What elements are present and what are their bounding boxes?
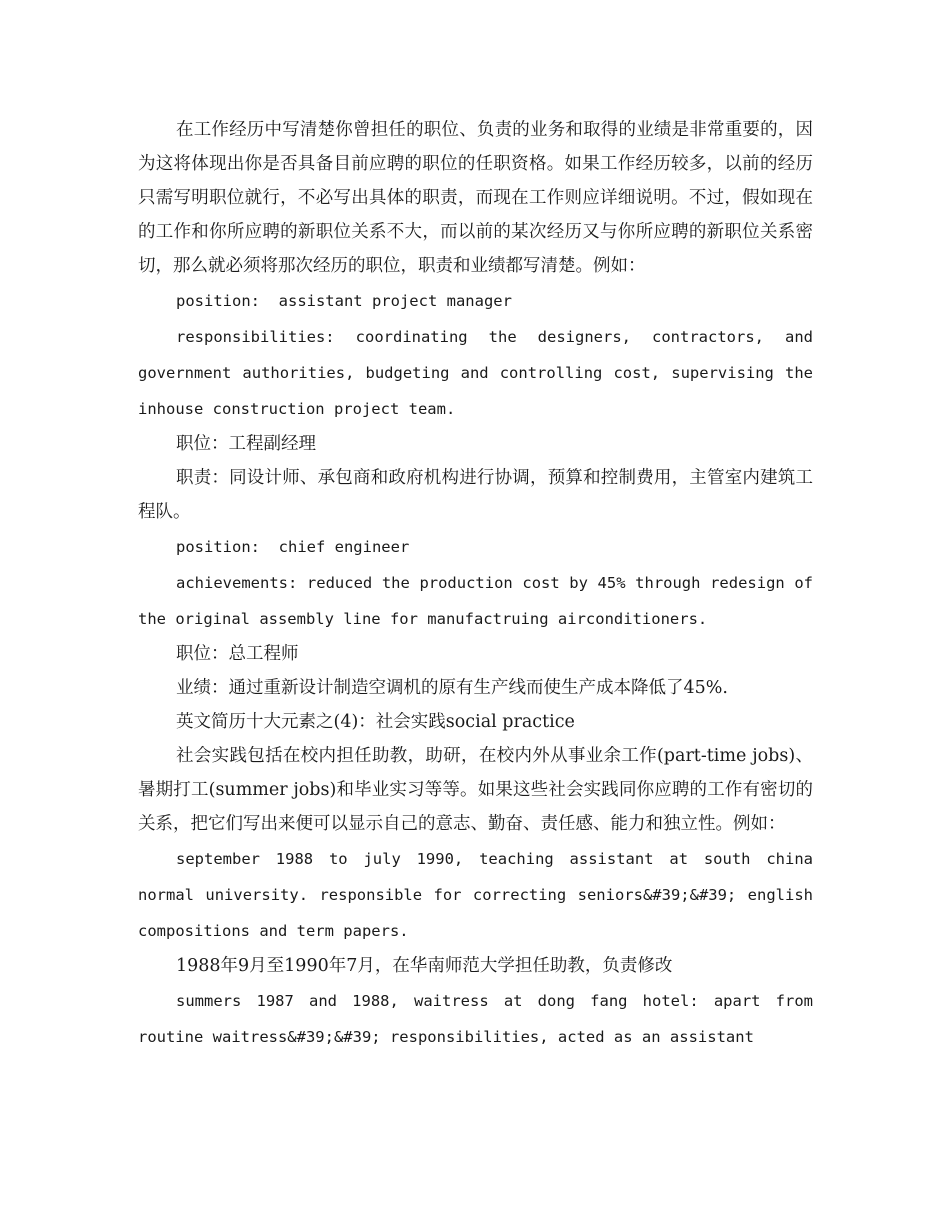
- section-heading-social-practice: 英文简历十大元素之(4)：社会实践social practice: [176, 712, 575, 732]
- paragraph-achievements-2: achievements: reduced the production cost by 45% through redesign of the original assembly line for manufactruing airconditioners.: [138, 574, 813, 628]
- paragraph-example-teaching-assistant-cn: 1988年9月至1990年7月，在华南师范大学担任助教，负责修改: [176, 956, 673, 976]
- paragraph-position-1-cn: 职位：工程副经理: [176, 434, 316, 454]
- paragraph-work-experience-intro: 在工作经历中写清楚你曾担任的职位、负责的业务和取得的业绩是非常重要的，因为这将体现出你是否具备目前应聘的职位的任职资格。如果工作经历较多，以前的经历只需写明职位就行，不必写出具体的职责，而现在工作则应详细说明。不过，假如现在的工作和你所应聘的新职位关系不大，而以前的某次经历又与你所应聘的新职位关系密切，那么就必须将那次经历的职位，职责和业绩都写清楚。例如：: [138, 120, 813, 276]
- paragraph-example-waitress: summers 1987 and 1988, waitress at dong fang hotel: apart from routine waitress&#39;&#39; responsibilities, acted as an assistant: [138, 992, 813, 1046]
- paragraph-social-practice-intro: 社会实践包括在校内担任助教，助研，在校内外从事业余工作(part-time jobs)、暑期打工(summer jobs)和毕业实习等等。如果这些社会实践同你应聘的工作有密切的关系，把它们写出来便可以显示自己的意志、勤奋、责任感、能力和独立性。例如：: [138, 746, 813, 834]
- paragraph-example-teaching-assistant: september 1988 to july 1990, teaching assistant at south china normal university. responsible for correcting seniors&#39;&#39; english compositions and term papers.: [138, 850, 813, 940]
- paragraph-position-2: position: chief engineer: [176, 538, 410, 556]
- paragraph-position-2-cn: 职位：总工程师: [176, 644, 299, 664]
- paragraph-responsibilities-1: responsibilities: coordinating the designers, contractors, and government authorities, budgeting and controlling cost, supervising the inhouse construction project team.: [138, 328, 813, 418]
- paragraph-responsibilities-1-cn: 职责：同设计师、承包商和政府机构进行协调，预算和控制费用，主管室内建筑工程队。: [138, 468, 813, 522]
- document-page: [138, 113, 813, 1055]
- paragraph-achievements-2-cn: 业绩：通过重新设计制造空调机的原有生产线而使生产成本降低了45%.: [176, 678, 728, 698]
- paragraph-position-1: position: assistant project manager: [176, 292, 512, 310]
